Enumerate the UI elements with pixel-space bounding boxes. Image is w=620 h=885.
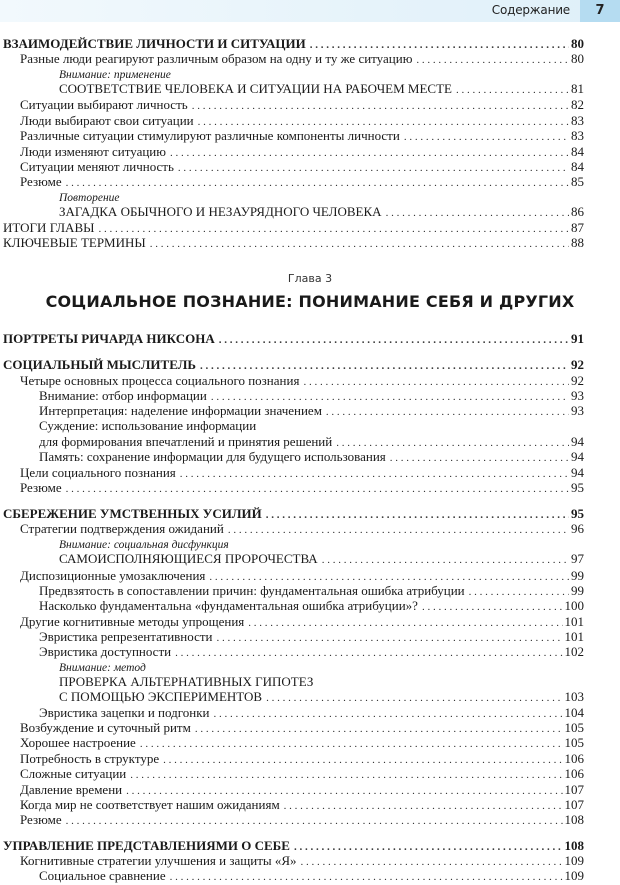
focus-label: Внимание: метод xyxy=(59,662,146,674)
toc-entry[interactable]: Различные ситуации стимулируют различные компоненты личности . . . 83 xyxy=(0,128,584,144)
dot-leader xyxy=(456,82,569,98)
toc-entry[interactable]: Эвристика доступности . . . 102 xyxy=(0,644,584,660)
page-number: 7 xyxy=(580,0,620,22)
toc-entry[interactable]: Хорошее настроение . . . 105 xyxy=(0,735,584,751)
toc-entry[interactable]: Ситуации меняют личность . . . 84 xyxy=(0,159,584,175)
review-label: Повторение xyxy=(59,192,120,204)
toc-entry[interactable]: СБЕРЕЖЕНИЕ УМСТВЕННЫХ УСИЛИЙ . . . 95 xyxy=(0,506,584,522)
toc-entry[interactable]: Другие когнитивные методы упрощения . . . 101 xyxy=(0,614,584,630)
dot-leader xyxy=(175,645,562,661)
toc-entry[interactable]: Стратегии подтверждения ожиданий . . . 96 xyxy=(0,521,584,537)
dot-leader xyxy=(416,52,569,68)
dot-leader xyxy=(422,599,563,615)
toc-page: 80 xyxy=(571,36,584,51)
toc-entry[interactable]: ВЗАИМОДЕЙСТВИЕ ЛИЧНОСТИ И СИТУАЦИИ . . . 80 xyxy=(0,36,584,52)
focus-label: Внимание: применение xyxy=(59,69,171,81)
toc-entry[interactable]: Потребность в структуре . . . 106 xyxy=(0,751,584,767)
toc-entry[interactable]: Разные люди реагируют различным образом на одну и ту же ситуацию . . . 80 xyxy=(0,51,584,67)
dot-leader xyxy=(130,767,562,783)
toc-entry[interactable]: САМОИСПОЛНЯЮЩИЕСЯ ПРОРОЧЕСТВА . . . 97 xyxy=(0,551,584,567)
dot-leader xyxy=(140,736,563,752)
toc-entry[interactable]: Память: сохранение информации для будущего использования . . . 94 xyxy=(0,449,584,465)
toc-entry[interactable]: Когнитивные стратегии улучшения и защиты «Я» . . . 109 xyxy=(0,853,584,869)
toc-entry[interactable]: Интерпретация: наделение информации значением . . . 93 xyxy=(0,403,584,419)
toc-entry[interactable]: Предвзятость в сопоставлении причин: фундаментальная ошибка атрибуции . . . 99 xyxy=(0,583,584,599)
toc-entry[interactable]: Когда мир не соответствует нашим ожиданиям . . . 107 xyxy=(0,797,584,813)
toc-entry[interactable]: С ПОМОЩЬЮ ЭКСПЕРИМЕНТОВ . . . 103 xyxy=(0,689,584,705)
dot-leader xyxy=(66,813,563,829)
dot-leader xyxy=(322,552,569,568)
toc-entry[interactable]: Резюме . . . 85 xyxy=(0,174,584,190)
toc-entry[interactable]: Возбуждение и суточный ритм . . . 105 xyxy=(0,720,584,736)
toc-entry[interactable]: Цели социального познания . . . 94 xyxy=(0,465,584,481)
toc-entry[interactable]: ЗАГАДКА ОБЫЧНОГО И НЕЗАУРЯДНОГО ЧЕЛОВЕКА . . . 86 xyxy=(0,204,584,220)
toc-entry[interactable]: Эвристика зацепки и подгонки . . . 104 xyxy=(0,705,584,721)
toc-entry[interactable]: Социальное сравнение . . . 109 xyxy=(0,868,584,884)
toc-entry[interactable]: КЛЮЧЕВЫЕ ТЕРМИНЫ . . . 88 xyxy=(0,235,584,251)
toc-entry[interactable]: Давление времени . . . 107 xyxy=(0,782,584,798)
focus-label: Внимание: социальная дисфункция xyxy=(59,539,229,551)
dot-leader xyxy=(390,450,569,466)
dot-leader xyxy=(170,869,563,885)
toc-entry[interactable]: Сложные ситуации . . . 106 xyxy=(0,766,584,782)
running-header-title: Содержание xyxy=(491,3,570,17)
toc-entry-line[interactable]: ПРОВЕРКА АЛЬТЕРНАТИВНЫХ ГИПОТЕЗ xyxy=(59,674,314,689)
toc-entry[interactable]: Четыре основных процесса социального познания . . . 92 xyxy=(0,373,584,389)
chapter-title: СОЦИАЛЬНОЕ ПОЗНАНИЕ: ПОНИМАНИЕ СЕБЯ И ДРУГИХ xyxy=(45,292,575,311)
toc-entry[interactable]: СООТВЕТСТВИЕ ЧЕЛОВЕКА И СИТУАЦИИ НА РАБОЧЕМ МЕСТЕ . . . 81 xyxy=(0,81,584,97)
dot-leader xyxy=(200,358,569,374)
toc-entry[interactable]: СОЦИАЛЬНЫЙ МЫСЛИТЕЛЬ . . . 92 xyxy=(0,357,584,373)
running-header xyxy=(0,0,620,22)
dot-leader xyxy=(228,522,569,538)
toc-entry[interactable]: Люди изменяют ситуацию . . . 84 xyxy=(0,144,584,160)
dot-leader xyxy=(404,129,569,145)
toc-entry-line[interactable]: Суждение: использование информации xyxy=(39,418,257,433)
toc-entry[interactable]: УПРАВЛЕНИЕ ПРЕДСТАВЛЕНИЯМИ О СЕБЕ . . . 108 xyxy=(0,838,584,854)
dot-leader xyxy=(66,481,569,497)
dot-leader xyxy=(266,690,562,706)
toc-entry[interactable]: ПОРТРЕТЫ РИЧАРДА НИКСОНА . . . 91 xyxy=(0,331,584,347)
toc-entry[interactable]: Насколько фундаментальна «фундаментальная ошибка атрибуции»? . . . 100 xyxy=(0,598,584,614)
dot-leader xyxy=(219,332,569,348)
dot-leader xyxy=(192,98,569,114)
dot-leader xyxy=(326,404,569,420)
dot-leader xyxy=(386,205,569,221)
dot-leader xyxy=(150,236,569,252)
toc-entry[interactable]: ИТОГИ ГЛАВЫ . . . 87 xyxy=(0,220,584,236)
toc-entry[interactable]: для формирования впечатлений и принятия решений . . . 94 xyxy=(0,434,584,450)
chapter-label: Глава 3 xyxy=(287,272,333,285)
toc-entry[interactable]: Резюме . . . 108 xyxy=(0,812,584,828)
toc-entry[interactable]: Внимание: отбор информации . . . 93 xyxy=(0,388,584,404)
dot-leader xyxy=(66,175,569,191)
toc-entry[interactable]: Диспозиционные умозаключения . . . 99 xyxy=(0,568,584,584)
toc-entry[interactable]: Эвристика репрезентативности . . . 101 xyxy=(0,629,584,645)
toc-entry[interactable]: Ситуации выбирают личность . . . 82 xyxy=(0,97,584,113)
toc-entry[interactable]: Люди выбирают свои ситуации . . . 83 xyxy=(0,113,584,129)
toc-entry[interactable]: Резюме . . . 95 xyxy=(0,480,584,496)
